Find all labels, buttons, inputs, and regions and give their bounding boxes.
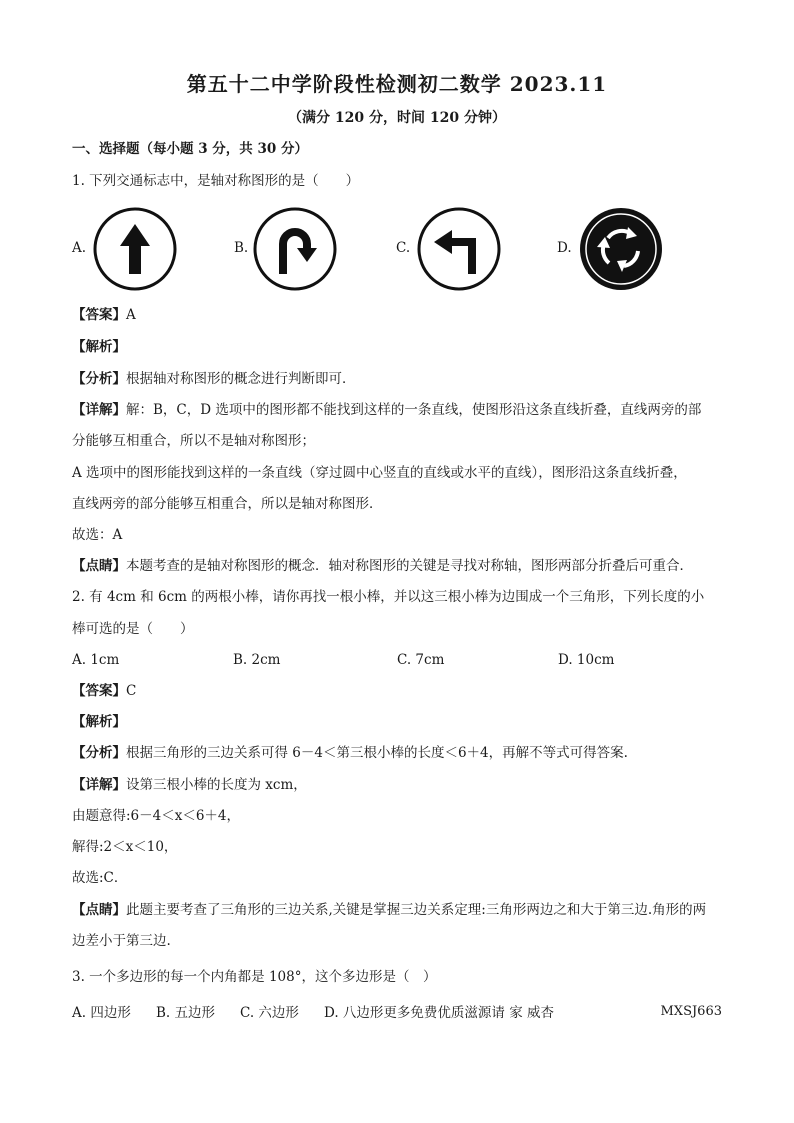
q1-answer: 【答案】A	[72, 307, 136, 323]
document-code: MXSJ663	[660, 1004, 722, 1019]
q3-stem: 3. 一个多边形的每一个内角都是 108°，这个多边形是（ ）	[72, 969, 437, 985]
q2-step-2: 解得:2＜x＜10，	[72, 839, 178, 855]
q2-options	[72, 651, 722, 669]
left-turn-sign-icon	[416, 206, 502, 292]
q1-dianjing: 【点睛】本题考查的是轴对称图形的概念．轴对称图形的关键是寻找对称轴，图形两部分折叠后可重合．	[72, 558, 693, 574]
section-heading: 一、选择题（每小题 3 分，共 30 分）	[72, 141, 308, 157]
q3-option-c: C. 六边形	[240, 1005, 299, 1021]
q1-stem: 1. 下列交通标志中，是轴对称图形的是（ ）	[72, 173, 360, 189]
page-subtitle: （满分 120 分，时间 120 分钟）	[288, 110, 506, 126]
q2-step-1: 由题意得:6－4＜x＜6＋4，	[72, 808, 241, 824]
q2-option-d: D. 10cm	[558, 652, 615, 668]
q1-option-d-label: D.	[557, 240, 572, 256]
q2-analysis-tag: 【解析】	[72, 714, 126, 730]
q1-xiangjie-3: A 选项中的图形能找到这样的一条直线（穿过圆中心竖直的直线或水平的直线），图形沿这条直线折叠，	[72, 465, 687, 481]
page-title: 第五十二中学阶段性检测初二数学 2023.11	[186, 72, 608, 96]
q2-option-a: A. 1cm	[72, 652, 120, 668]
q1-analysis-tag: 【解析】	[72, 339, 126, 355]
q1-xiangjie-1: 【详解】解：B，C，D 选项中的图形都不能找到这样的一条直线，使图形沿这条直线折叠，直线两旁的部	[72, 402, 702, 418]
q2-stem-1: 2. 有 4cm 和 6cm 的两根小棒，请你再找一根小棒，并以这三根小棒为边围成一个三角形，下列长度的小	[72, 589, 705, 605]
q2-option-b: B. 2cm	[233, 652, 281, 668]
q2-dianjing-1: 【点睛】此题主要考查了三角形的三边关系,关键是掌握三边关系定理:三角形两边之和大于第三边.角形的两	[72, 902, 707, 918]
q2-dianjing-2: 边差小于第三边.	[72, 933, 171, 949]
q3-option-a: A. 四边形	[72, 1005, 131, 1021]
q2-option-c: C. 7cm	[397, 652, 445, 668]
roundabout-sign-icon	[578, 206, 664, 292]
q1-choose: 故选：A	[72, 527, 123, 543]
q1-xiangjie-2: 分能够互相重合，所以不是轴对称图形；	[72, 433, 315, 449]
q1-option-c-label: C.	[396, 240, 411, 256]
q3-options	[72, 1004, 632, 1022]
straight-arrow-sign-icon	[92, 206, 178, 292]
q2-fenxi: 【分析】根据三角形的三边关系可得 6－4＜第三根小棒的长度＜6＋4，再解不等式可得答案.	[72, 745, 628, 761]
q1-option-a-label: A.	[72, 240, 87, 256]
u-turn-sign-icon	[252, 206, 338, 292]
q1-fenxi: 【分析】根据轴对称图形的概念进行判断即可．	[72, 371, 356, 387]
q2-answer: 【答案】C	[72, 683, 137, 699]
q2-choose: 故选:C．	[72, 870, 128, 886]
q3-option-d: D. 八边形更多免费优质滋源请 家 威杏	[324, 1005, 555, 1021]
q2-stem-2: 棒可选的是（ ）	[72, 621, 194, 637]
q3-option-b: B. 五边形	[156, 1005, 216, 1021]
q1-option-b-label: B.	[234, 240, 249, 256]
q2-xiangjie: 【详解】设第三根小棒的长度为 xcm，	[72, 777, 307, 793]
q1-xiangjie-4: 直线两旁的部分能够互相重合，所以是轴对称图形．	[72, 496, 383, 512]
